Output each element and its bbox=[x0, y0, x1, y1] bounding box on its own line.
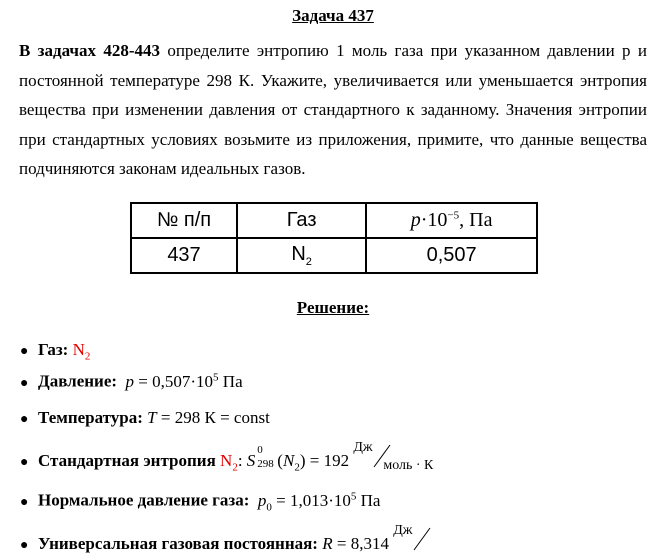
pressure-expr: = 0,507·10 bbox=[134, 371, 214, 391]
cell-gas-base: N bbox=[291, 243, 306, 265]
entropy-colon: : bbox=[237, 451, 243, 470]
list-item-entropy bbox=[20, 440, 445, 476]
cell-gas bbox=[237, 238, 366, 273]
solution-title: Решение: bbox=[296, 298, 370, 317]
pressure-exp: 5 bbox=[213, 371, 219, 383]
bullet-icon: ● bbox=[20, 538, 29, 553]
problem-title: Задача 437 bbox=[292, 6, 374, 25]
entropy-symbol: S bbox=[246, 451, 256, 470]
gas-formula-sub: 2 bbox=[84, 350, 91, 363]
list-item-gas bbox=[20, 340, 90, 362]
entropy-label: Стандартная энтропия bbox=[38, 451, 216, 470]
header-number: № п/п bbox=[131, 203, 237, 238]
entropy-indices bbox=[255, 444, 277, 470]
entropy-unit-num: Дж bbox=[353, 440, 373, 455]
bullet-icon: ● bbox=[20, 494, 29, 510]
gas-constant-label: Универсальная газовая постоянная: bbox=[38, 534, 318, 553]
temperature-symbol: T bbox=[147, 408, 157, 427]
problem-text: определите энтропию 1 моль газа при указанном давлении р и постоянной температуре 298 К. Укажите, увеличивается или уменьшается энтропия вещества при изменении давления от стандартного к заданному. Значения энтропии при стандартных условиях возьмите из приложения, примите, что данные вещества подчиняются законам идеальных газов. bbox=[19, 41, 647, 178]
pressure-formula bbox=[121, 372, 242, 391]
table-row bbox=[131, 238, 537, 273]
header-p-factor: ·10 bbox=[420, 209, 448, 231]
list-item-gas-constant bbox=[20, 523, 485, 559]
gas-constant-unit-num: Дж bbox=[393, 523, 413, 538]
cell-number: 437 bbox=[131, 238, 237, 273]
pressure-label: Давление: bbox=[38, 371, 118, 391]
cell-gas-sub: 2 bbox=[305, 256, 312, 268]
entropy-value: = 192 bbox=[305, 451, 354, 470]
entropy-unit-den: моль · К bbox=[383, 458, 434, 473]
normal-pressure-expr: = 1,013·10 bbox=[271, 490, 351, 510]
bullet-icon: ● bbox=[20, 455, 29, 470]
list-item-temperature bbox=[20, 408, 270, 428]
list-item-pressure bbox=[20, 371, 243, 392]
problem-range: В задачах 428-443 bbox=[19, 41, 160, 60]
gas-label: Газ: bbox=[38, 340, 69, 359]
table-header-row bbox=[131, 203, 537, 238]
fraction-slash-icon bbox=[413, 527, 431, 551]
normal-pressure-unit: Па bbox=[356, 490, 381, 510]
conditions-table bbox=[130, 202, 538, 274]
cell-pressure: 0,507 bbox=[366, 238, 537, 273]
header-p-unit: , Па bbox=[459, 209, 493, 231]
gas-constant-symbol: R bbox=[322, 534, 333, 553]
gas-formula-base: N bbox=[72, 340, 85, 359]
list-item-normal-pressure bbox=[20, 490, 380, 513]
normal-pressure-symbol: p bbox=[257, 490, 267, 510]
problem-statement bbox=[19, 36, 647, 184]
pressure-unit: Па bbox=[218, 371, 243, 391]
normal-pressure-sub: 0 bbox=[266, 501, 272, 514]
normal-pressure-exp: 5 bbox=[350, 490, 357, 502]
entropy-sub: 298 bbox=[257, 458, 274, 470]
pressure-symbol: p bbox=[125, 371, 135, 391]
gas-formula bbox=[72, 340, 91, 363]
temperature-label: Температура: bbox=[38, 408, 143, 427]
entropy-unit bbox=[353, 440, 445, 476]
gas-constant-formula bbox=[322, 523, 485, 553]
header-p-exp: −5 bbox=[447, 209, 460, 222]
header-gas: Газ bbox=[237, 203, 366, 238]
bullet-icon: ● bbox=[20, 375, 29, 391]
temperature-formula bbox=[147, 408, 270, 427]
header-pressure bbox=[366, 203, 537, 238]
gas-constant-unit bbox=[393, 523, 485, 559]
normal-pressure-label: Нормальное давление газа: bbox=[38, 490, 250, 510]
entropy-paren-sub: 2 bbox=[294, 461, 300, 474]
header-p-symbol: p bbox=[410, 209, 421, 231]
entropy-formula: S 0 298 $(N_2) = 192$ Дж моль · К bbox=[247, 451, 446, 470]
bullet-icon: ● bbox=[20, 344, 29, 359]
entropy-gas-sub: 2 bbox=[232, 461, 238, 474]
temperature-expr: = 298 К = const bbox=[156, 408, 270, 427]
entropy-paren-base: N bbox=[282, 451, 295, 470]
entropy-gas bbox=[220, 451, 238, 474]
normal-pressure-formula bbox=[254, 490, 381, 514]
entropy-sup: 0 bbox=[257, 444, 263, 456]
bullet-icon: ● bbox=[20, 412, 29, 427]
entropy-gas-base: N bbox=[220, 451, 233, 470]
gas-constant-expr: = 8,314 bbox=[332, 534, 394, 553]
